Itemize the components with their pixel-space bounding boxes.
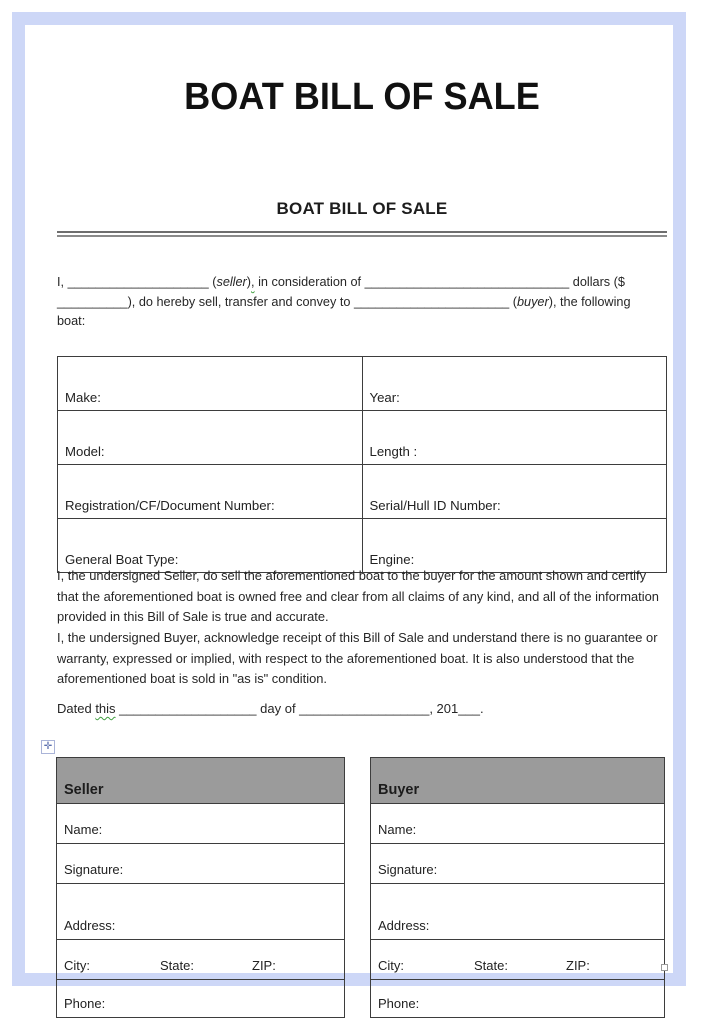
serial-hull-id-cell[interactable]: Serial/Hull ID Number:	[362, 465, 667, 519]
seller-city-label: City:	[64, 958, 90, 973]
day-blank[interactable]: ___________________	[115, 701, 257, 716]
buyer-phone-field[interactable]: Phone:	[371, 980, 665, 1018]
table-row	[58, 357, 667, 411]
table-row	[371, 804, 665, 844]
table-row	[57, 884, 345, 940]
seller-state-label: State:	[160, 958, 194, 973]
table-row	[57, 844, 345, 884]
table-row	[58, 519, 667, 573]
buyer-city-state-zip-field[interactable]	[371, 940, 665, 980]
intro-paragraph	[57, 273, 673, 332]
title-divider	[57, 231, 667, 237]
buyer-name-field[interactable]: Name:	[371, 804, 665, 844]
table-row	[57, 940, 345, 980]
seller-certification-clause: I, the undersigned Seller, do sell the aforementioned boat to the buyer for the amount shown and certify that the aforementioned boat is owned free and clear from all claims of any kind, and all of the information provided in this Bill of Sale is true and accurate.	[57, 568, 659, 624]
table-row	[371, 844, 665, 884]
table-row	[57, 758, 345, 804]
table-move-handle[interactable]	[41, 740, 55, 754]
table-row	[57, 980, 345, 1018]
engine-cell[interactable]: Engine:	[362, 519, 667, 573]
seller-header: Seller	[57, 758, 345, 804]
intro-line-3: boat:	[57, 314, 86, 328]
buyer-signature-field[interactable]: Signature:	[371, 844, 665, 884]
buyer-zip-label: ZIP:	[566, 958, 590, 973]
buyer-header: Buyer	[371, 758, 665, 804]
table-row	[371, 884, 665, 940]
seller-city-state-zip-field[interactable]	[57, 940, 345, 980]
buyer-city-label: City:	[378, 958, 404, 973]
month-blank[interactable]: __________________	[299, 701, 430, 716]
table-resize-handle[interactable]	[661, 964, 668, 971]
seller-address-field[interactable]: Address:	[57, 884, 345, 940]
year-blank[interactable]: ___	[458, 701, 480, 716]
table-row	[371, 980, 665, 1018]
buyer-name-blank[interactable]: ______________________	[353, 294, 510, 309]
buyer-table	[370, 757, 665, 1018]
seller-zip-label: ZIP:	[252, 958, 276, 973]
boat-details-table	[57, 356, 667, 573]
table-row	[371, 758, 665, 804]
move-cross-icon: ✛	[43, 741, 53, 752]
length-cell[interactable]: Length :	[362, 411, 667, 465]
table-row	[58, 465, 667, 519]
dollar-amount-blank[interactable]: __________	[57, 294, 128, 309]
dated-line: Dated this ___________________ day of __________________, 201___.	[57, 701, 484, 716]
seller-table	[56, 757, 345, 1018]
table-row	[58, 411, 667, 465]
buyer-state-label: State:	[474, 958, 508, 973]
seller-phone-field[interactable]: Phone:	[57, 980, 345, 1018]
registration-number-cell[interactable]: Registration/CF/Document Number:	[58, 465, 363, 519]
consideration-amount-blank[interactable]: _____________________________	[364, 275, 570, 289]
seller-name-field[interactable]: Name:	[57, 804, 345, 844]
general-boat-type-cell[interactable]: General Boat Type:	[58, 519, 363, 573]
document-title: BOAT BILL OF SALE	[276, 199, 448, 218]
intro-line-2: __________), do hereby sell, transfer and convey to ______________________ (buyer), the following	[57, 294, 631, 309]
table-row	[371, 940, 665, 980]
table-row	[57, 804, 345, 844]
intro-line-1: I, ____________________ (seller), in consideration of _____________________________ dollars ($	[57, 275, 625, 289]
seller-signature-field[interactable]: Signature:	[57, 844, 345, 884]
year-cell[interactable]: Year:	[362, 357, 667, 411]
model-cell[interactable]: Model:	[58, 411, 363, 465]
make-cell[interactable]: Make:	[58, 357, 363, 411]
buyer-address-field[interactable]: Address:	[371, 884, 665, 940]
buyer-acknowledgement-clause: I, the undersigned Buyer, acknowledge receipt of this Bill of Sale and understand there is no guarantee or warranty, expressed or implied, with respect to the aforementioned boat. It is also understood that the aforementioned boat is sold in "as is" condition.	[57, 630, 658, 686]
seller-name-blank[interactable]: ____________________	[67, 275, 209, 289]
page-title: BOAT BILL OF SALE	[184, 76, 540, 118]
